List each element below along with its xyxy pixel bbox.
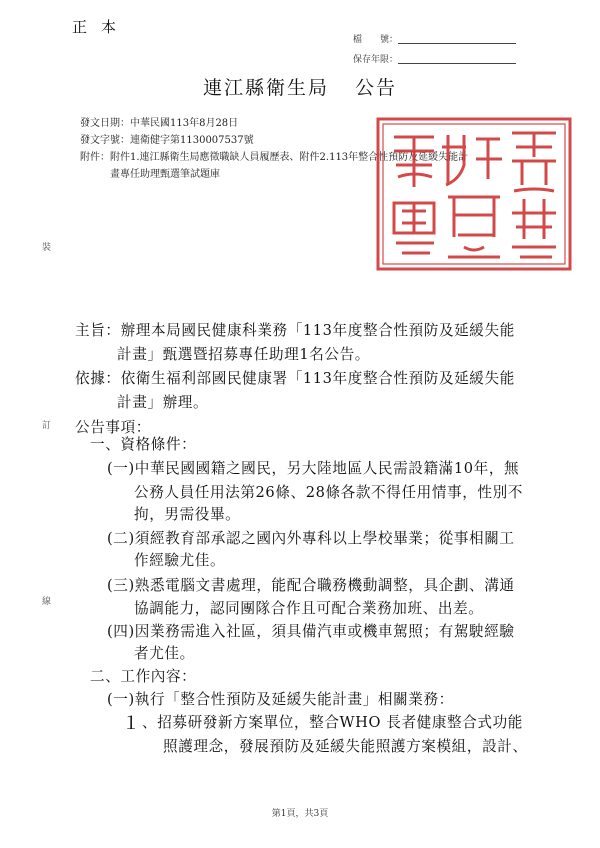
qualification-2-line-1: (二)須經教育部承認之國內外專科以上學校畢業；從事相關工 (107, 530, 515, 547)
subject-line-2: 計畫」甄選暨招募專任助理1名公告。 (117, 346, 370, 363)
document-title (0, 73, 600, 100)
qualification-4-line-1: (四)因業務需進入社區，須具備汽車或機車駕照；有駕駛經驗 (107, 623, 515, 640)
issue-date: 發文日期：中華民國113年8月28日 (80, 118, 239, 129)
basis-line-2: 計畫」辦理。 (117, 394, 209, 411)
qualification-3-line-1: (三)熟悉電腦文書處理，能配合職務機動調整，具企劃、溝通 (107, 577, 515, 594)
document-type: 公告 (355, 77, 398, 99)
qualification-4-line-2: 者尤佳。 (134, 645, 195, 662)
notice-heading: 公告事項： (75, 419, 151, 436)
subject-line-1: 主旨：辦理本局國民健康科業務「113年度整合性預防及延緩失能 (75, 322, 515, 339)
qualification-1-line-3: 拘，男需役畢。 (134, 506, 241, 523)
work-item-1-line-2: 照護理念，發展預防及延緩失能照護方案模組，設計、 (163, 738, 528, 755)
binding-mark-3: 線 (42, 597, 52, 607)
file-number-line (398, 43, 516, 44)
attachment-line-1: 附件：附件1.連江縣衛生局應徵職缺人員履歷表、附件2.113年整合性預防及延緩失能計 (80, 152, 469, 163)
official-seal (372, 115, 577, 275)
binding-mark-1: 裝 (42, 243, 52, 253)
agency-name: 連江縣衛生局 (202, 77, 329, 99)
work-item-1-number: １ (122, 713, 141, 734)
page-number: 第1頁，共3頁 (271, 809, 329, 819)
work-item-1-line-1: 、招募研發新方案單位，整合WHO 長者健康整合式功能 (142, 714, 523, 731)
file-number-label: 檔 號： (353, 35, 399, 45)
basis-line-1: 依據：依衛生福利部國民健康署「113年度整合性預防及延緩失能 (75, 370, 515, 387)
binding-mark-2: 訂 (42, 421, 52, 431)
work-content-1-line-1: (一)執行「整合性預防及延緩失能計畫」相關業務： (107, 691, 454, 708)
original-copy-mark: 正本 (72, 18, 131, 36)
retention-period-label: 保存年限： (353, 55, 399, 65)
retention-period-line (398, 63, 516, 64)
section-2-heading: 二、工作內容： (90, 668, 197, 685)
qualification-2-line-2: 作經驗尤佳。 (134, 552, 226, 569)
document-number: 發文字號：連衛健字第1130007537號 (80, 135, 254, 146)
qualification-1-line-2: 公務人員任用法第26條、28條各款不得任用情事，性別不 (134, 484, 523, 501)
section-1-heading: 一、資格條件： (90, 436, 197, 453)
attachment-line-2: 畫專任助理甄選筆試題庫 (110, 169, 220, 180)
qualification-3-line-2: 協調能力，認同團隊合作且可配合業務加班、出差。 (134, 600, 484, 617)
qualification-1-line-1: (一)中華民國國籍之國民，另大陸地區人民需設籍滿10年，無 (107, 460, 520, 477)
